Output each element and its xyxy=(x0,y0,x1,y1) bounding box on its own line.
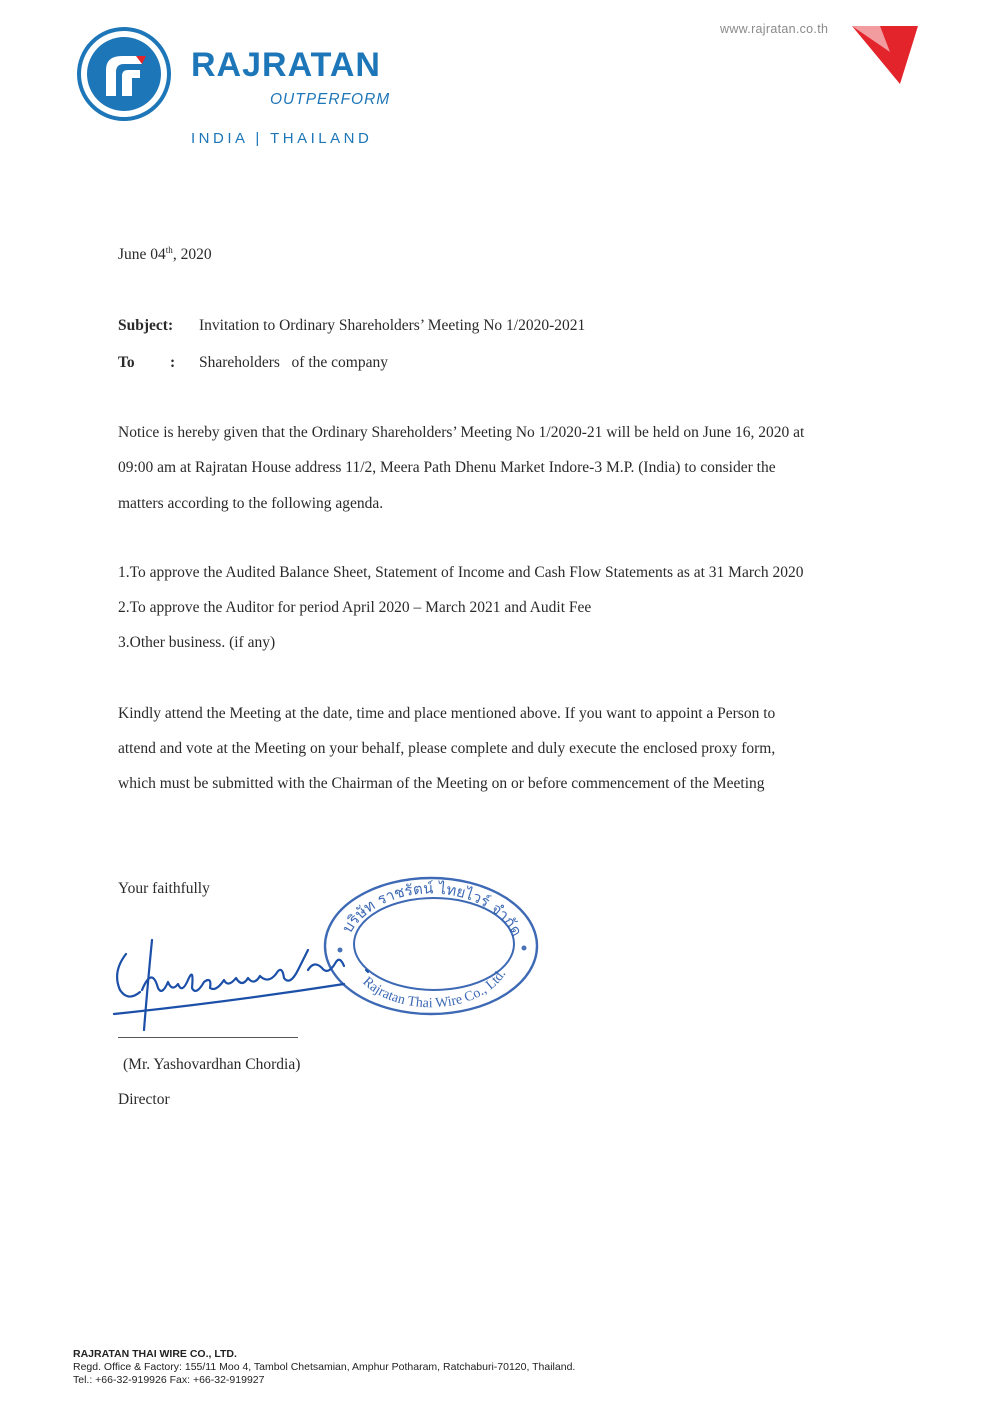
brand-tagline: OUTPERFORM xyxy=(270,91,391,108)
to-recipient: Shareholders of the company xyxy=(199,354,388,371)
agenda-item: 1.To approve the Audited Balance Sheet, Statement of Income and Cash Flow Statements as at 31 March 2020 xyxy=(118,564,804,581)
agenda-item: 2.To approve the Auditor for period April 2020 – March 2021 and Audit Fee xyxy=(118,599,592,616)
brand-regions: INDIA | THAILAND xyxy=(191,130,373,147)
signer-name: (Mr. Yashovardhan Chordia) xyxy=(123,1056,301,1073)
request-line: which must be submitted with the Chairman of the Meeting on or before commencement of the Meeting xyxy=(118,775,765,792)
footer-address: Regd. Office & Factory: 155/11 Moo 4, Tambol Chetsamian, Amphur Potharam, Ratchaburi-70120, Thailand. xyxy=(73,1361,576,1373)
seal-text-top: บริษัท ราชรัตน์ ไทยไวร์ จำกัด xyxy=(338,879,526,940)
request-line: Kindly attend the Meeting at the date, time and place mentioned above. If you want to appoint a Person to xyxy=(118,705,776,722)
seal-text-bottom: Rajratan Thai Wire Co., Ltd. xyxy=(359,967,510,1012)
footer-contact: Tel.: +66-32-919926 Fax: +66-32-919927 xyxy=(73,1374,265,1386)
letter-date: June 04th, 2020 xyxy=(118,245,212,263)
notice-line: 09:00 am at Rajratan House address 11/2, Meera Path Dhenu Market Indore-3 M.P. (India) to consider the xyxy=(118,459,776,476)
subject-label: Subject: xyxy=(118,317,174,334)
website-url: www.rajratan.co.th xyxy=(720,22,829,36)
footer-company-name: RAJRATAN THAI WIRE CO., LTD. xyxy=(73,1348,237,1360)
request-line: attend and vote at the Meeting on your behalf, please complete and duly execute the enclosed proxy form, xyxy=(118,740,776,757)
agenda-item: 3.Other business. (if any) xyxy=(118,634,276,651)
brand-name: RAJRATAN xyxy=(191,46,381,84)
signature-line xyxy=(118,1037,298,1038)
handwritten-signature xyxy=(108,930,388,1040)
rajratan-logo-icon xyxy=(76,26,172,122)
subject-text: Invitation to Ordinary Shareholders’ Meeting No 1/2020-2021 xyxy=(199,317,586,334)
to-colon: : xyxy=(170,354,176,371)
notice-line: Notice is hereby given that the Ordinary Shareholders’ Meeting No 1/2020-21 will be held on June 16, 2020 at xyxy=(118,424,805,441)
signer-title: Director xyxy=(118,1091,170,1108)
notice-line: matters according to the following agenda. xyxy=(118,495,384,512)
closing-salutation: Your faithfully xyxy=(118,880,210,897)
red-triangle-icon xyxy=(850,22,920,84)
to-label: To xyxy=(118,354,135,371)
